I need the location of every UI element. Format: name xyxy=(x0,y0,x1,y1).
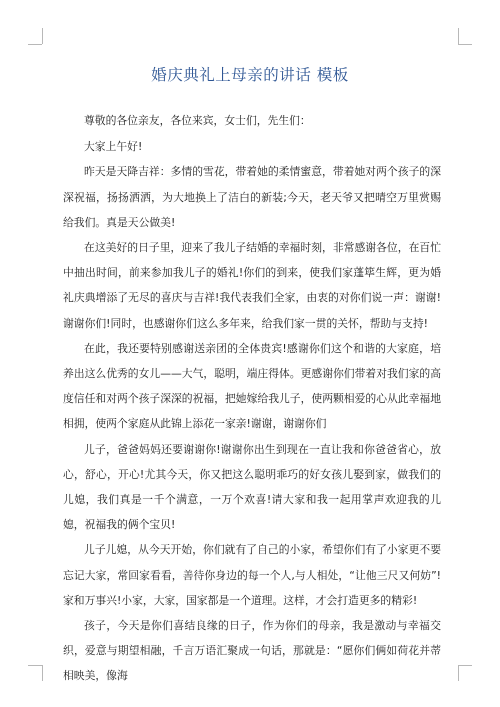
crop-mark xyxy=(28,44,42,45)
document-title: 婚庆典礼上母亲的讲话 模板 xyxy=(151,66,349,84)
paragraph: 儿子儿媳，从今天开始，你们就有了自己的小家，希望你们有了小家更不要忘记大家，常回家看看，善待你身边的每一个人,与人相处，“让他三尺又何妨”!家和万事兴!小家，大家，国家都是一个道理。这样，才会打造更多的精彩! xyxy=(63,543,441,607)
crop-mark xyxy=(458,44,472,45)
crop-mark xyxy=(42,28,43,44)
crop-mark xyxy=(42,665,43,681)
paragraph: 儿子，爸爸妈妈还要谢谢你!谢谢你出生到现在一直让我和你爸爸省心，放心，舒心，开心!尤其今天，你又把这么聪明乖巧的好女孩儿娶到家，做我们的儿媳，我们真是一千个满意，一万个欢喜!请大家和我一起用掌声欢迎我的儿媳，祝福我的俩个宝贝! xyxy=(63,442,441,532)
paragraph: 孩子，今天是你们喜结良缘的日子，作为你们的母亲，我是激动与幸福交织，爱意与期望相融，千言万语汇聚成一句话，那就是：“愿你们俩如荷花并蒂相映美，像海 xyxy=(63,619,441,683)
paragraph: 大家上午好! xyxy=(84,140,143,154)
document-body xyxy=(63,108,441,689)
paragraph: 在此，我还要特别感谢送亲团的全体贵宾!感谢你们这个和谐的大家庭，培养出这么优秀的女儿——大气，聪明，端庄得体。更感谢你们带着对我们家的高度信任和对两个孩子深深的祝福，把她嫁给我儿子，使两颗相爱的心从此幸福地相拥，使两个家庭从此锦上添花一家亲!谢谢，谢谢你们 xyxy=(63,341,441,431)
crop-mark xyxy=(28,665,42,666)
crop-mark xyxy=(458,665,459,681)
crop-mark xyxy=(458,28,459,44)
crop-mark xyxy=(458,665,472,666)
paragraph: 昨天是天降吉祥：多情的雪花，带着她的柔情蜜意，带着她对两个孩子的深深祝福，扬扬洒洒，为大地换上了洁白的新装;今天，老天爷又把晴空万里赏赐给我们。真是天公做美! xyxy=(63,165,441,229)
paragraph: 在这美好的日子里，迎来了我儿子结婚的幸福时刻，非常感谢各位，在百忙中抽出时间，前来参加我儿子的婚礼!你们的到来，使我们家蓬筚生辉，更为婚礼庆典增添了无尽的喜庆与吉祥!我代表我们全家，由衷的对你们说一声：谢谢!谢谢你们!同时，也感谢你们这么多年来，给我们家一贯的关怀，帮助与支持! xyxy=(63,241,441,330)
greeting-paragraph: 尊敬的各位亲友，各位来宾，女士们，先生们： xyxy=(84,114,311,127)
